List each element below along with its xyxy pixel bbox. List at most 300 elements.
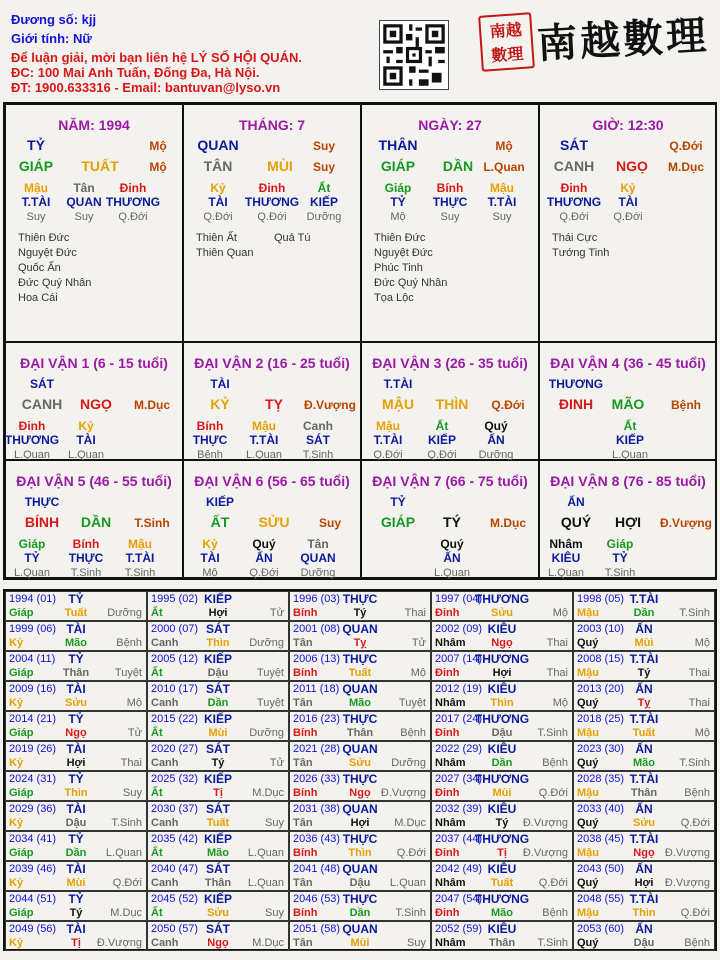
annual-cell: [431, 771, 573, 801]
annual-year: 2040 (47): [151, 863, 199, 875]
annual-year: 2032 (39): [435, 803, 483, 815]
annual-ten-god: TÀI: [66, 682, 86, 696]
annual-branch: Thân: [488, 937, 516, 949]
annual-ten-god: KIẾP: [203, 772, 232, 786]
dai-van-stem: BÍNH: [24, 514, 60, 530]
annual-ten-god: KIÊU: [487, 742, 517, 756]
grid-cell: [539, 104, 717, 342]
hidden-state: Suy: [440, 211, 460, 223]
dai-van-stem: KỶ: [210, 396, 230, 412]
contact-line-1: Để luận giải, mời bạn liên hệ LÝ SỐ HỘI QUÁN.: [11, 50, 302, 65]
annual-state: Thai: [688, 697, 710, 709]
annual-year: 2021 (28): [293, 743, 341, 755]
dai-van-hidden-god: THƯƠNG: [4, 433, 60, 447]
dai-van-branch: NGỌ: [80, 396, 112, 412]
pillar-star: Hoa Cái: [18, 292, 58, 304]
annual-cell: [573, 801, 715, 831]
annual-stem: Canh: [151, 697, 179, 709]
annual-ten-god: TÀI: [66, 862, 86, 876]
annual-branch: Thìn: [348, 847, 372, 859]
annual-stem: Giáp: [9, 907, 34, 919]
dai-van-hidden-stem: Kỷ: [78, 419, 94, 433]
annual-year: 2003 (10): [577, 623, 625, 635]
annual-state: Dưỡng: [391, 757, 426, 769]
annual-state: Mộ: [410, 667, 426, 679]
pillar-star: Thiên Quan: [196, 247, 254, 259]
dai-van-title: ĐẠI VẬN 3 (26 - 35 tuổi): [372, 355, 528, 371]
annual-stem: Ất: [151, 727, 163, 739]
grid-cell: [183, 104, 361, 342]
annual-stem: Quý: [577, 637, 599, 649]
annual-state: Suy: [407, 937, 426, 949]
dai-van-hidden-stem: Ất: [623, 419, 637, 433]
annual-cell: [431, 801, 573, 831]
annual-branch: Sửu: [348, 757, 372, 769]
hidden-state: Q.Đới: [203, 211, 233, 223]
dai-van-stem: GIÁP: [380, 514, 416, 530]
hidden-state: Q.Đới: [257, 211, 287, 223]
annual-stem: Giáp: [9, 787, 34, 799]
hidden-stem: Tân: [73, 181, 95, 195]
annual-year: 2050 (57): [151, 923, 199, 935]
dai-van-stem: MẬU: [382, 396, 414, 412]
annual-year: 2053 (60): [577, 923, 625, 935]
hidden-stem: Mậu: [490, 181, 514, 195]
dai-van-state: M.Dục: [134, 398, 170, 412]
annual-cell: [573, 711, 715, 741]
annual-branch: Tị: [497, 847, 507, 859]
dai-van-hidden-god: ẤN: [255, 551, 273, 565]
annual-ten-god: KIÊU: [487, 802, 517, 816]
annual-state: Q.Đới: [538, 877, 568, 889]
annual-cell: [147, 921, 289, 951]
annual-state: Bệnh: [116, 637, 142, 649]
annual-year: 2038 (45): [577, 833, 625, 845]
dai-van-ten-god: ẤN: [567, 495, 585, 509]
dai-van-hidden-god: TÀI: [76, 433, 96, 447]
pillar-star: Thiên Ất: [196, 232, 237, 244]
annual-branch: Mùi: [492, 787, 512, 799]
dai-van-hidden-stem: Mậu: [128, 537, 152, 551]
hidden-state: Mộ: [390, 211, 406, 223]
annual-ten-god: ẤN: [635, 742, 653, 756]
dai-van-hidden-stem: Kỷ: [202, 537, 218, 551]
pillar-ten-god: SÁT: [560, 137, 588, 153]
annual-ten-god: THƯƠNG: [474, 772, 530, 786]
dai-van-branch: HỢI: [615, 514, 641, 530]
annual-state: Dưỡng: [249, 637, 284, 649]
annual-branch: Dậu: [65, 817, 87, 829]
dai-van-hidden-state: T.Sinh: [70, 567, 102, 579]
annual-stem: Đinh: [435, 847, 460, 859]
dai-van-hidden-god: THỰC: [68, 551, 104, 565]
annual-year: 2001 (08): [293, 623, 341, 635]
hidden-ten-god: THỰC: [432, 195, 468, 209]
annual-branch: Mùi: [208, 727, 228, 739]
annual-year: 1997 (04): [435, 593, 483, 605]
annual-cell: [431, 861, 573, 891]
pillar-branch: NGỌ: [616, 158, 648, 174]
dai-van-state: Q.Đới: [491, 398, 525, 412]
dai-van-hidden-stem: Quý: [252, 537, 276, 551]
dai-van-hidden-state: L.Quan: [245, 449, 283, 461]
annual-cell: [289, 801, 431, 831]
annual-state: Bệnh: [684, 787, 710, 799]
annual-ten-god: SÁT: [206, 862, 230, 876]
annual-ten-god: QUAN: [342, 622, 378, 636]
annual-ten-god: KIẾP: [203, 712, 232, 726]
annual-state: Suy: [265, 817, 284, 829]
dai-van-hidden-stem: Mậu: [252, 419, 276, 433]
annual-branch: Dậu: [349, 877, 371, 889]
annual-ten-god: THƯƠNG: [474, 832, 530, 846]
dai-van-branch: MÃO: [611, 396, 645, 412]
annual-cell: [5, 831, 147, 861]
annual-branch: Sửu: [632, 817, 656, 829]
annual-stem: Tân: [293, 697, 313, 709]
hidden-ten-god: TÀI: [618, 195, 638, 209]
pillar-star: Đức Quý Nhân: [374, 277, 448, 289]
dai-van-hidden-god: KIÊU: [551, 551, 581, 565]
annual-ten-god: SÁT: [206, 622, 230, 636]
annual-ten-god: TÀI: [66, 622, 86, 636]
annual-stem: Ất: [151, 907, 163, 919]
pillar-ten-god: THÂN: [378, 137, 418, 153]
hidden-state: Q.Đới: [118, 211, 148, 223]
annual-branch: Hợi: [492, 667, 512, 679]
annual-branch: Dần: [491, 757, 513, 769]
annual-state: Tuyệt: [114, 667, 142, 679]
annual-year: 2052 (59): [435, 923, 483, 935]
annual-year: 1999 (06): [9, 623, 57, 635]
qr-code-icon: [379, 20, 449, 90]
dai-van-hidden-stem: Mậu: [376, 419, 400, 433]
grid-cell: [183, 342, 361, 460]
annual-branch: Dần: [65, 847, 87, 859]
pillar-title: GIỜ: 12:30: [592, 117, 664, 133]
annual-ten-god: ẤN: [635, 862, 653, 876]
annual-stem: Nhâm: [435, 877, 466, 889]
annual-cell: [5, 591, 147, 621]
annual-cell: [431, 711, 573, 741]
annual-ten-god: ẤN: [635, 922, 653, 936]
hidden-ten-god: THƯƠNG: [105, 195, 161, 209]
annual-ten-god: KIÊU: [487, 922, 517, 936]
annual-ten-god: QUAN: [342, 922, 378, 936]
annual-state: Đ.Vượng: [522, 847, 568, 859]
annual-branch: Tý: [211, 757, 225, 769]
annual-stem: Canh: [151, 757, 179, 769]
dai-van-ten-god: KIẾP: [205, 495, 235, 509]
annual-cell: [5, 741, 147, 771]
pillar-top-state: Suy: [312, 139, 336, 153]
annual-year: 2023 (30): [577, 743, 625, 755]
annual-state: Mộ: [694, 727, 710, 739]
pillar-branch-state: Mộ: [149, 160, 167, 174]
annual-cell: [289, 891, 431, 921]
dai-van-title: ĐẠI VẬN 7 (66 - 75 tuổi): [372, 473, 528, 489]
dai-van-hidden-god: QUAN: [300, 551, 336, 565]
annual-ten-god: THỰC: [342, 892, 378, 906]
dai-van-hidden-stem: Tân: [307, 537, 329, 551]
hidden-stem: Giáp: [384, 181, 412, 195]
dai-van-hidden-state: L.Quan: [67, 449, 105, 461]
annual-state: Bệnh: [684, 937, 710, 949]
annual-cell: [573, 621, 715, 651]
pillar-grid: [3, 102, 717, 580]
annual-year: 2000 (07): [151, 623, 199, 635]
annual-year: 2030 (37): [151, 803, 199, 815]
annual-cell: [147, 711, 289, 741]
annual-cell: [289, 681, 431, 711]
pillar-star: Tướng Tinh: [552, 247, 610, 259]
annual-cell: [147, 861, 289, 891]
annual-stem: Kỷ: [9, 817, 24, 829]
annual-stem: Giáp: [9, 607, 34, 619]
pillar-top-state: Mộ: [495, 139, 513, 153]
dai-van-hidden-god: T.TÀI: [125, 551, 155, 565]
hidden-ten-god: KIẾP: [309, 195, 339, 209]
dai-van-hidden-state: Q.Đới: [249, 567, 279, 579]
pillar-ten-god: TỶ: [27, 137, 45, 153]
annual-year: 2004 (11): [9, 653, 56, 665]
annual-cell: [573, 771, 715, 801]
annual-stem: Kỷ: [9, 697, 24, 709]
annual-ten-god: THƯƠNG: [474, 712, 530, 726]
pillar-top-state: Mộ: [149, 139, 167, 153]
annual-stem: Quý: [577, 877, 599, 889]
annual-stem: Tân: [293, 637, 313, 649]
annual-stem: Mậu: [577, 787, 599, 799]
annual-stem: Đinh: [435, 667, 460, 679]
annual-ten-god: THỰC: [342, 652, 378, 666]
annual-branch: Thân: [346, 727, 374, 739]
annual-branch: Mão: [207, 847, 229, 859]
annual-cell: [573, 741, 715, 771]
annual-cell: [431, 621, 573, 651]
annual-ten-god: KIẾP: [203, 892, 232, 906]
annual-year: 2006 (13): [293, 653, 341, 665]
dai-van-state: M.Dục: [490, 516, 526, 530]
grid-cell: [539, 342, 717, 460]
annual-state: T.Sinh: [537, 937, 568, 949]
pillar-star: Thiên Đức: [18, 232, 70, 244]
annual-stem: Mậu: [577, 727, 599, 739]
owner-name: Đương số: kjj: [11, 12, 97, 27]
annual-ten-god: T.TÀI: [629, 712, 659, 726]
pillar-branch: TUẤT: [81, 158, 119, 174]
dai-van-stem: CANH: [21, 396, 63, 412]
annual-state: Q.Đới: [538, 787, 568, 799]
annual-branch: Tuất: [64, 607, 88, 619]
hidden-stem: Kỷ: [620, 181, 636, 195]
annual-state: Tuyệt: [398, 697, 426, 709]
annual-state: Đ.Vượng: [664, 847, 710, 859]
annual-state: Suy: [123, 787, 142, 799]
hidden-ten-god: T.TÀI: [487, 195, 517, 209]
annual-year: 2009 (16): [9, 683, 57, 695]
annual-stem: Kỷ: [9, 637, 24, 649]
annual-state: Thai: [404, 607, 426, 619]
pillar-branch: DẦN: [442, 158, 474, 174]
annual-cell: [289, 621, 431, 651]
annual-state: Đ.Vượng: [522, 817, 568, 829]
annual-year: 2037 (44): [435, 833, 483, 845]
dai-van-hidden-state: L.Quan: [611, 449, 649, 461]
dai-van-state: Bệnh: [671, 398, 701, 412]
annual-stem: Đinh: [435, 907, 460, 919]
dai-van-branch: SỬU: [258, 514, 290, 530]
annual-year: 2044 (51): [9, 893, 57, 905]
annual-ten-god: KIẾP: [203, 832, 232, 846]
annual-year: 2007 (14): [435, 653, 483, 665]
annual-stem: Đinh: [435, 607, 460, 619]
annual-year: 2028 (35): [577, 773, 625, 785]
annual-ten-god: THƯƠNG: [474, 892, 530, 906]
pillar-title: THÁNG: 7: [238, 117, 306, 133]
annual-stem: Ất: [151, 847, 163, 859]
annual-cell: [147, 801, 289, 831]
annual-ten-god: THỰC: [342, 832, 378, 846]
annual-stem: Ất: [151, 667, 163, 679]
dai-van-hidden-state: Dưỡng: [300, 567, 336, 579]
annual-branch: Dần: [349, 907, 371, 919]
dai-van-hidden-state: L.Quan: [13, 449, 51, 461]
dai-van-hidden-state: T.Sinh: [604, 567, 636, 579]
annual-state: Mộ: [694, 637, 710, 649]
dai-van-hidden-god: TÀI: [200, 551, 220, 565]
annual-year: 2041 (48): [293, 863, 341, 875]
annual-ten-god: TỶ: [68, 592, 84, 606]
dai-van-hidden-stem: Canh: [303, 419, 333, 433]
dai-van-ten-god: THỰC: [24, 495, 60, 509]
contact-line-3: ĐT: 1900.633316 - Email: bantuvan@lyso.vn: [11, 80, 281, 95]
annual-stem: Canh: [151, 877, 179, 889]
annual-cell: [5, 651, 147, 681]
annual-branch: Thân: [62, 667, 90, 679]
annual-branch: Dậu: [491, 727, 513, 739]
annual-cell: [5, 921, 147, 951]
dai-van-hidden-stem: Ất: [435, 419, 449, 433]
pillar-branch-state: L.Quan: [483, 160, 525, 174]
dai-van-hidden-state: T.Sinh: [302, 449, 334, 461]
annual-stem: Kỷ: [9, 877, 24, 889]
annual-state: Mộ: [552, 607, 568, 619]
grid-cell: [361, 342, 539, 460]
annual-state: L.Quan: [389, 877, 426, 889]
annual-cell: [5, 711, 147, 741]
dai-van-title: ĐẠI VẬN 1 (6 - 15 tuổi): [20, 355, 168, 371]
contact-line-2: ĐC: 100 Mai Anh Tuấn, Đống Đa, Hà Nội.: [11, 65, 260, 80]
dai-van-hidden-stem: Giáp: [606, 537, 634, 551]
annual-stem: Giáp: [9, 667, 34, 679]
pillar-stem: GIÁP: [380, 158, 416, 174]
hidden-state: Q.Đới: [559, 211, 589, 223]
hidden-stem: Ất: [317, 181, 331, 195]
dai-van-hidden-god: KIẾP: [427, 433, 457, 447]
annual-ten-god: T.TÀI: [629, 652, 659, 666]
dai-van-ten-god: SÁT: [30, 377, 54, 391]
hidden-ten-god: THƯƠNG: [546, 195, 602, 209]
annual-branch: Ngọ: [633, 847, 655, 859]
annual-branch: Tị: [213, 787, 223, 799]
annual-cell: [431, 591, 573, 621]
annual-stem: Tân: [293, 877, 313, 889]
annual-branch: Thìn: [632, 907, 656, 919]
annual-ten-god: KIÊU: [487, 682, 517, 696]
annual-branch: Thìn: [64, 787, 88, 799]
annual-ten-god: THỰC: [342, 772, 378, 786]
annual-cell: [5, 891, 147, 921]
pillar-star: Thiên Đức: [374, 232, 426, 244]
annual-state: Tuyệt: [256, 667, 284, 679]
annual-year: 2015 (22): [151, 713, 199, 725]
annual-branch: Ngọ: [349, 787, 371, 799]
dai-van-hidden-god: ẤN: [487, 433, 505, 447]
annual-state: Q.Đới: [396, 847, 426, 859]
annual-ten-god: KIẾP: [203, 592, 232, 606]
dai-van-title: ĐẠI VẬN 4 (36 - 45 tuổi): [550, 355, 706, 371]
annual-year: 2036 (43): [293, 833, 341, 845]
annual-year: 2016 (23): [293, 713, 341, 725]
dai-van-hidden-god: T.TÀI: [373, 433, 403, 447]
pillar-branch-state: Suy: [312, 160, 336, 174]
annual-year: 2048 (55): [577, 893, 625, 905]
annual-branch: Tỵ: [637, 697, 651, 709]
annual-ten-god: KIÊU: [487, 622, 517, 636]
annual-branch: Sửu: [206, 907, 230, 919]
dai-van-title: ĐẠI VẬN 2 (16 - 25 tuổi): [194, 355, 350, 371]
annual-stem: Ất: [151, 607, 163, 619]
dai-van-hidden-state: L.Quan: [13, 567, 51, 579]
annual-stem: Canh: [151, 937, 179, 949]
dai-van-stem: QUÝ: [560, 514, 592, 530]
annual-branch: Ngọ: [65, 727, 87, 739]
annual-year: 2014 (21): [9, 713, 57, 725]
annual-branch: Mão: [65, 637, 87, 649]
dai-van-hidden-state: T.Sinh: [124, 567, 156, 579]
annual-state: Q.Đới: [112, 877, 142, 889]
annual-branch: Mão: [349, 697, 371, 709]
annual-cell: [147, 591, 289, 621]
annual-year: 2008 (15): [577, 653, 625, 665]
pillar-top-state: Q.Đới: [669, 139, 703, 153]
annual-state: Bệnh: [542, 907, 568, 919]
pillar-star: Quốc Ấn: [18, 262, 61, 274]
hidden-stem: Đinh: [119, 181, 147, 195]
annual-stem: Đinh: [435, 727, 460, 739]
annual-branch: Thân: [630, 787, 658, 799]
annual-ten-god: TỶ: [68, 712, 84, 726]
annual-branch: Tị: [71, 937, 81, 949]
annual-stem: Canh: [151, 637, 179, 649]
annual-branch: Mão: [491, 907, 513, 919]
annual-branch: Tý: [353, 607, 367, 619]
pillar-star: Nguyệt Đức: [374, 247, 433, 259]
dai-van-hidden-stem: Quý: [440, 537, 464, 551]
annual-branch: Tuất: [632, 727, 656, 739]
dai-van-state: Đ.Vượng: [660, 516, 712, 530]
annual-ten-god: SÁT: [206, 742, 230, 756]
annual-stem: Ất: [151, 787, 163, 799]
hidden-state: Q.Đới: [613, 211, 643, 223]
annual-ten-god: TỶ: [68, 832, 84, 846]
annual-cell: [147, 621, 289, 651]
annual-stem: Nhâm: [435, 937, 466, 949]
annual-year: 2043 (50): [577, 863, 625, 875]
pillar-branch-state: M.Dục: [668, 160, 704, 174]
annual-ten-god: THƯƠNG: [474, 592, 530, 606]
